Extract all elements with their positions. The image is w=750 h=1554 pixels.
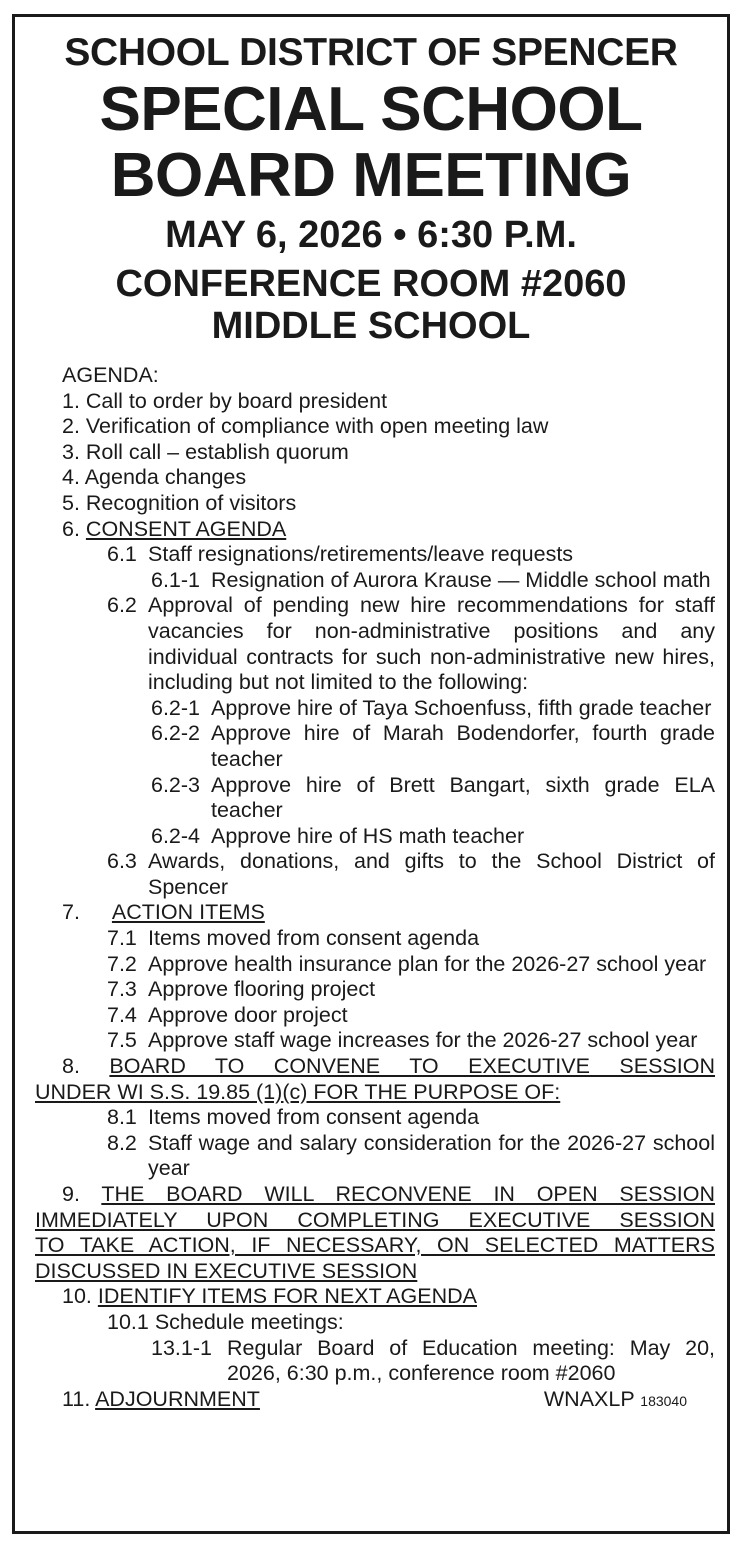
item-heading: THE BOARD WILL RECONVENE IN OPEN SESSION — [101, 1182, 715, 1206]
agenda-subitem-7-3 — [15, 977, 727, 1003]
item-text: Approve hire of HS math teacher — [211, 823, 525, 848]
item-text: Approve door project — [148, 1002, 348, 1027]
item-heading: CONSENT AGENDA — [85, 516, 287, 541]
item-number: 7.3 — [107, 977, 137, 1002]
item-text: Staff resignations/retirements/leave requests — [148, 542, 574, 567]
item-text: Awards, donations, and gifts to the School District of Spencer — [148, 849, 715, 899]
meeting-title-line-2: BOARD MEETING — [110, 141, 632, 210]
item-number: 7.4 — [107, 1002, 137, 1027]
agenda-item-8 — [15, 1054, 727, 1105]
item-9-line-3: TO TAKE ACTION, IF NECESSARY, ON SELECTED MATTERS — [35, 1233, 715, 1258]
publication-number: 183040 — [640, 1392, 687, 1409]
publication-code-text: WNAXLP — [543, 1386, 635, 1411]
item-heading: ACTION ITEMS — [111, 900, 265, 925]
agenda-item-2: 2. Verification of compliance with open meeting law — [62, 414, 549, 439]
agenda-subitem-10-1 — [15, 1310, 727, 1336]
item-number: 6.2-3 — [151, 772, 201, 797]
item-number: 10. — [62, 1284, 92, 1309]
item-text: Staff wage and salary consideration for the 2026-27 school year — [148, 1130, 715, 1181]
item-8-line-2: UNDER WI S.S. 19.85 (1)(c) FOR THE PURPOSE OF: — [35, 1079, 561, 1104]
item-number: 9. — [62, 1182, 80, 1206]
item-heading: ADJOURNMENT — [95, 1386, 260, 1411]
item-number: 6.2 — [107, 593, 137, 618]
item-number: 6.2-1 — [151, 695, 201, 720]
item-text: Approve hire of Marah Bodendorfer, fourth grade teacher — [211, 721, 715, 771]
item-text: Items moved from consent agenda — [148, 926, 480, 951]
agenda-subitem-6-2-1 — [15, 696, 727, 722]
agenda-subitem-6-2-3 — [15, 773, 727, 824]
item-number: 6.1 — [107, 542, 137, 567]
item-text: Approve health insurance plan for the 2026-27 school year — [148, 951, 707, 976]
item-number: 6.3 — [107, 849, 137, 874]
agenda-subitem-6-2-2 — [15, 721, 727, 772]
agenda-item-3: 3. Roll call – establish quorum — [62, 439, 349, 464]
item-heading: BOARD TO CONVENE TO EXECUTIVE SESSION — [109, 1054, 715, 1079]
item-text: Resignation of Aurora Krause — Middle school math — [211, 567, 711, 592]
item-number: 8.1 — [107, 1105, 137, 1130]
item-number: 8. — [62, 1054, 80, 1079]
agenda-subitem-6-1 — [15, 542, 727, 568]
item-text: Approve flooring project — [148, 977, 376, 1002]
notice-frame — [12, 14, 730, 1534]
item-text: Items moved from consent agenda — [148, 1105, 480, 1130]
agenda-subitem-6-3 — [15, 849, 727, 900]
agenda-item-4: 4. Agenda changes — [62, 465, 247, 490]
agenda-subitem-6-2 — [15, 593, 727, 695]
agenda-item-6 — [15, 517, 727, 543]
agenda-subitem-7-1 — [15, 926, 727, 952]
item-9-line-1 — [35, 1182, 715, 1208]
item-number: 7.5 — [107, 1028, 137, 1053]
agenda-subitem-7-2 — [15, 952, 727, 978]
item-8-line-1 — [35, 1054, 715, 1080]
agenda-item-5: 5. Recognition of visitors — [62, 490, 297, 515]
item-9-line-4: DISCUSSED IN EXECUTIVE SESSION — [35, 1258, 418, 1283]
agenda-subitem-7-5 — [15, 1028, 727, 1054]
item-text: Regular Board of Education meeting: May 20, 2026, 6:30 p.m., conference room #2060 — [227, 1335, 715, 1386]
agenda-subitem-7-4 — [15, 1003, 727, 1029]
agenda-subitem-8-2 — [15, 1131, 727, 1182]
item-number: 7.1 — [107, 926, 137, 951]
item-text: Approval of pending new hire recommendations for staff vacancies for non-administrative positions and any individual contracts for such non-administrative new hires, including but not limited to the following: — [148, 593, 715, 695]
item-text: Schedule meetings: — [154, 1309, 344, 1334]
item-number: 7. — [62, 900, 80, 925]
agenda-subitem-6-2-4 — [15, 824, 727, 850]
agenda-item-1: 1. Call to order by board president — [62, 388, 388, 413]
agenda-item-10 — [15, 1284, 727, 1310]
agenda-subitem-13-1-1 — [15, 1336, 727, 1387]
agenda-body — [15, 363, 727, 1412]
item-9-line-2: IMMEDIATELY UPON COMPLETING EXECUTIVE SESSION — [35, 1207, 715, 1232]
meeting-date-time: MAY 6, 2026 • 6:30 P.M. — [165, 214, 577, 256]
meeting-location-room: CONFERENCE ROOM #2060 — [115, 263, 627, 305]
item-number: 6. — [62, 516, 80, 541]
agenda-item-11 — [15, 1387, 727, 1413]
item-number: 10.1 — [107, 1309, 149, 1334]
item-number: 6.2-4 — [151, 823, 201, 848]
item-number: 11. — [62, 1386, 91, 1411]
item-heading: IDENTIFY ITEMS FOR NEXT AGENDA — [97, 1284, 477, 1309]
agenda-subitem-6-1-1 — [15, 568, 727, 594]
item-text: Approve hire of Brett Bangart, sixth grade ELA teacher — [211, 772, 715, 823]
item-number: 6.1-1 — [151, 567, 201, 592]
notice-header — [15, 31, 727, 347]
item-number: 8.2 — [107, 1130, 137, 1155]
meeting-location-building: MIDDLE SCHOOL — [211, 305, 531, 347]
item-number: 6.2-2 — [151, 721, 201, 746]
item-number: 7.2 — [107, 951, 137, 976]
agenda-item-9 — [15, 1182, 727, 1284]
district-name: SCHOOL DISTRICT OF SPENCER — [64, 31, 678, 74]
agenda-subitem-8-1 — [15, 1105, 727, 1131]
item-text: Approve hire of Taya Schoenfuss, fifth grade teacher — [211, 695, 712, 720]
agenda-item-7 — [15, 900, 727, 926]
agenda-label: AGENDA: — [62, 363, 159, 387]
item-number: 13.1-1 — [151, 1335, 212, 1360]
item-text: Approve staff wage increases for the 2026-27 school year — [148, 1028, 698, 1053]
meeting-title-line-1: SPECIAL SCHOOL — [99, 75, 643, 144]
publication-code — [544, 1387, 687, 1415]
